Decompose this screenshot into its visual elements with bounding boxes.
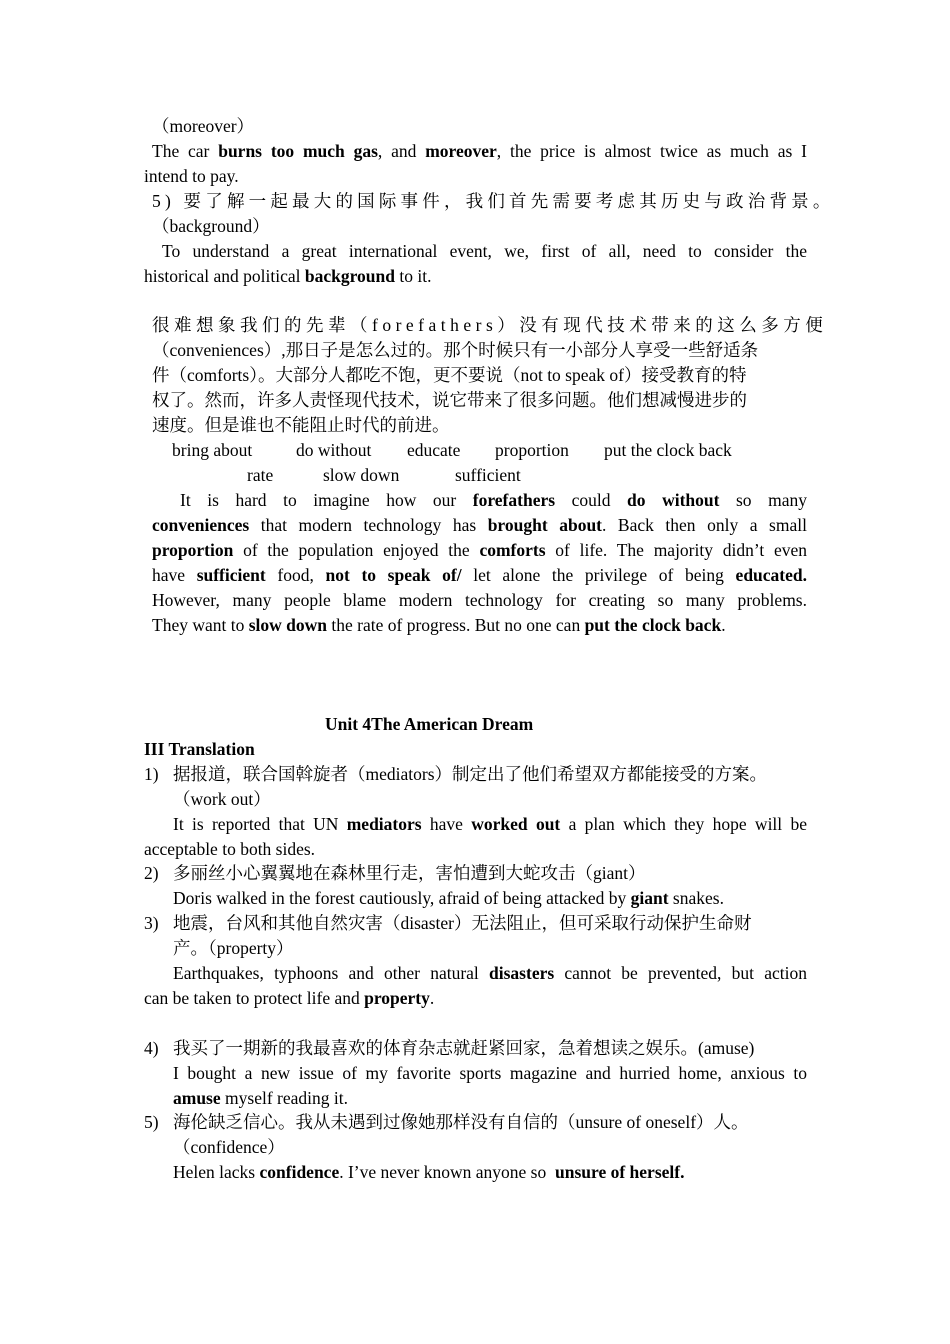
passage-english-line-3: proportion of the population enjoyed the comforts of life. The majority didn’t even — [152, 540, 807, 560]
passage-chinese-line-1: 很难想象我们的先辈（forefathers）没有现代技术带来的这么多方便 — [152, 315, 828, 335]
item-3-keyword: 产。（property） — [173, 938, 294, 958]
keyword-background: （background） — [152, 216, 270, 236]
item-4-english: I bought a new issue of my favorite sports magazine and hurried home, anxious to — [173, 1063, 807, 1083]
item-4-chinese: 我买了一期新的我最喜欢的体育杂志就赶紧回家，急着想读之娱乐。(amuse) — [173, 1038, 755, 1058]
word-bank-item: slow down — [323, 465, 400, 485]
passage-english-line-6: They want to slow down the rate of progress. But no one can put the clock back. — [152, 615, 726, 635]
item-number: 3) — [144, 913, 159, 933]
passage-chinese-line-4: 权了。然而，许多人责怪现代技术，说它带来了很多问题。他们想减慢进步的 — [152, 390, 747, 410]
section-heading: III Translation — [144, 739, 255, 759]
passage-english-line-1: It is hard to imagine how our forefathers could do without so many — [180, 490, 807, 510]
item-3-english-cont: can be taken to protect life and property. — [144, 988, 435, 1008]
item-2-chinese: 多丽丝小心翼翼地在森林里行走，害怕遭到大蛇攻击（giant） — [173, 863, 646, 883]
item-2-english: Doris walked in the forest cautiously, afraid of being attacked by giant snakes. — [173, 888, 724, 908]
item-1-english-cont: acceptable to both sides. — [144, 839, 316, 859]
passage-chinese-line-3: 件（comforts）。大部分人都吃不饱，更不要说（not to speak of）接受教育的特 — [152, 365, 747, 385]
item-number: 4) — [144, 1038, 159, 1058]
item-4-english-cont: amuse myself reading it. — [173, 1088, 348, 1108]
item-1-chinese: 据报道，联合国斡旋者（mediators）制定出了他们希望双方都能接受的方案。 — [173, 764, 768, 784]
item-3-chinese: 地震，台风和其他自然灾害（disaster）无法阻止，但可采取行动保护生命财 — [173, 913, 752, 933]
item-5-keyword: （confidence） — [173, 1137, 285, 1157]
word-bank-item: sufficient — [455, 465, 521, 485]
passage-english-line-5: However, many people blame modern technology for creating so many problems. — [152, 590, 807, 610]
keyword-moreover: （moreover） — [152, 116, 255, 136]
unit-title: Unit 4The American Dream — [325, 714, 534, 734]
sentence-understand: To understand a great international event, we, first of all, need to consider the — [162, 241, 807, 261]
passage-chinese-line-5: 速度。但是谁也不能阻止时代的前进。 — [152, 415, 450, 435]
sentence-car: The car burns too much gas, and moreover, the price is almost twice as much as I — [152, 141, 807, 161]
item-3-english: Earthquakes, typhoons and other natural disasters cannot be prevented, but action — [173, 963, 807, 983]
item-number: 1) — [144, 764, 159, 784]
word-bank-item: bring about — [172, 440, 253, 460]
item-number: 5) — [144, 1112, 159, 1132]
word-bank-item: put the clock back — [604, 440, 732, 460]
word-bank-item: rate — [247, 465, 274, 485]
item-5-english: Helen lacks confidence. I’ve never known anyone so unsure of herself. — [173, 1162, 685, 1182]
item-5-chinese: 5) 要了解一起最大的国际事件，我们首先需要考虑其历史与政治背景。 — [152, 191, 835, 211]
word-bank-item: proportion — [495, 440, 569, 460]
word-bank-item: do without — [296, 440, 372, 460]
sentence-car-cont: intend to pay. — [144, 166, 239, 186]
word-bank-item: educate — [407, 440, 461, 460]
passage-chinese-line-2: （conveniences）,那日子是怎么过的。那个时候只有一小部分人享受一些舒适条 — [152, 340, 759, 360]
passage-english-line-2: conveniences that modern technology has brought about. Back then only a small — [152, 515, 807, 535]
item-1-keyword: （work out） — [173, 789, 271, 809]
passage-english-line-4: have sufficient food, not to speak of/ let alone the privilege of being educated. — [152, 565, 807, 585]
item-1-english: It is reported that UN mediators have worked out a plan which they hope will be — [173, 814, 807, 834]
item-5-chinese: 海伦缺乏信心。我从未遇到过像她那样没有自信的（unsure of oneself）人。 — [173, 1112, 749, 1132]
sentence-understand-cont: historical and political background to it. — [144, 266, 432, 286]
item-number: 2) — [144, 863, 159, 883]
